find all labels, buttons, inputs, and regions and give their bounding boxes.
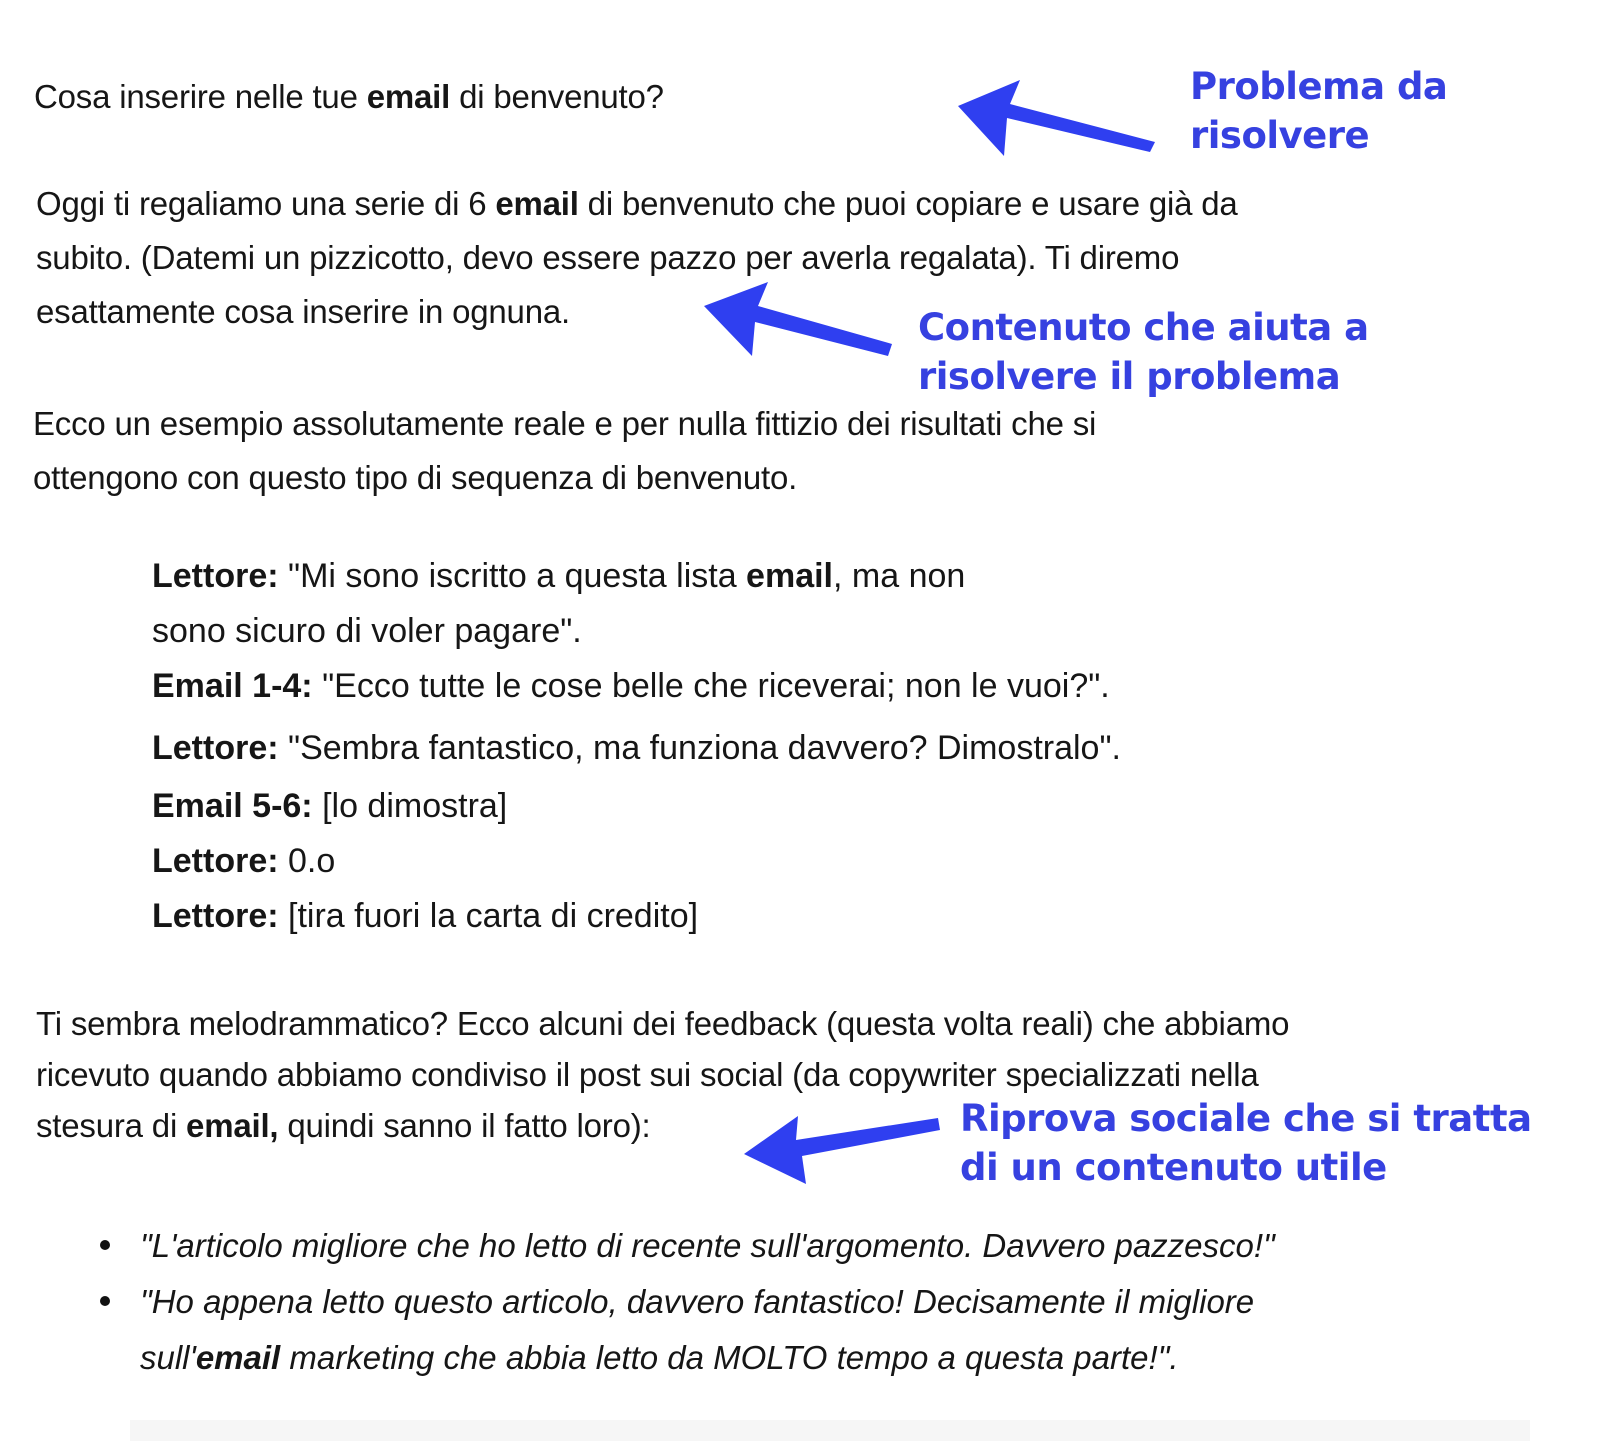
dialog-line bbox=[152, 720, 1121, 778]
intro-line1-bold: email bbox=[495, 185, 579, 222]
feedback-line-2: ricevuto quando abbiamo condiviso il post sui social (da copywriter specializzati nella bbox=[36, 1056, 1259, 1093]
annotation-content-line2: risolvere il problema bbox=[918, 355, 1341, 398]
heading-post: di benvenuto? bbox=[450, 78, 664, 115]
dialog-speaker: Email 1-4: bbox=[152, 667, 313, 705]
dialog-line bbox=[152, 603, 1121, 658]
dialog-text: "Mi sono iscritto a questa lista bbox=[278, 557, 747, 595]
arrow-social-icon bbox=[740, 1108, 950, 1198]
annotation-problem bbox=[1190, 62, 1447, 160]
example-line-2: ottengono con questo tipo di sequenza di benvenuto. bbox=[33, 459, 798, 496]
dialog-line bbox=[152, 548, 1121, 603]
dialog-line bbox=[152, 658, 1121, 720]
quote-2 bbox=[140, 1274, 1254, 1386]
quote-2-line-2 bbox=[140, 1330, 1254, 1386]
quote-2-line-1: "Ho appena letto questo articolo, davvero fantastico! Decisamente il migliore bbox=[140, 1283, 1255, 1320]
dialog-text-bold: email bbox=[746, 557, 833, 595]
heading-pre: Cosa inserire nelle tue bbox=[34, 78, 367, 115]
dialog-text: "Sembra fantastico, ma funziona davvero? Dimostralo". bbox=[278, 729, 1121, 767]
feedback-line3-post: quindi sanno il fatto loro): bbox=[278, 1107, 651, 1144]
example-paragraph bbox=[33, 397, 1096, 505]
example-line-1: Ecco un esempio assolutamente reale e per nulla fittizio dei risultati che si bbox=[33, 405, 1097, 442]
bullet-icon bbox=[100, 1240, 110, 1250]
annotation-social-line2: di un contenuto utile bbox=[960, 1146, 1387, 1189]
feedback-line3-bold: email, bbox=[186, 1107, 279, 1144]
dialog-line bbox=[152, 778, 1121, 833]
arrow-content-icon bbox=[700, 282, 920, 372]
dialog-text: sono sicuro di voler pagare". bbox=[152, 612, 582, 650]
quote-2-pre: sull' bbox=[140, 1339, 196, 1376]
dialog-block bbox=[152, 548, 1121, 943]
annotation-problem-line2: risolvere bbox=[1190, 114, 1370, 157]
bullet-icon bbox=[100, 1296, 110, 1306]
dialog-speaker: Email 5-6: bbox=[152, 787, 313, 825]
intro-line-2: subito. (Datemi un pizzicotto, devo essere pazzo per averla regalata). Ti diremo bbox=[36, 239, 1180, 276]
dialog-text: "Ecco tutte le cose belle che riceverai; non le vuoi?". bbox=[312, 667, 1110, 705]
heading-question bbox=[34, 70, 664, 124]
annotation-content-line1: Contenuto che aiuta a bbox=[918, 306, 1369, 349]
dialog-text: [lo dimostra] bbox=[312, 787, 508, 825]
dialog-line bbox=[152, 888, 1121, 943]
intro-line-3: esattamente cosa inserire in ognuna. bbox=[36, 293, 570, 330]
bottom-divider bbox=[130, 1420, 1530, 1441]
annotation-content bbox=[918, 303, 1369, 401]
annotation-social bbox=[960, 1094, 1532, 1192]
dialog-speaker: Lettore: bbox=[152, 842, 279, 880]
dialog-speaker: Lettore: bbox=[152, 729, 279, 767]
quote-2-bold: email bbox=[195, 1339, 281, 1376]
annotation-social-line1: Riprova sociale che si tratta bbox=[960, 1097, 1532, 1140]
quote-2-post: marketing che abbia letto da MOLTO tempo a questa parte!". bbox=[280, 1339, 1179, 1376]
feedback-line-1: Ti sembra melodrammatico? Ecco alcuni dei feedback (questa volta reali) che abbiamo bbox=[36, 1005, 1290, 1042]
dialog-line bbox=[152, 833, 1121, 888]
intro-line1-pre: Oggi ti regaliamo una serie di 6 bbox=[36, 185, 496, 222]
intro-line1-post: di benvenuto che puoi copiare e usare già da bbox=[578, 185, 1238, 222]
arrow-problem-icon bbox=[950, 78, 1170, 168]
dialog-text: 0.o bbox=[278, 842, 336, 880]
heading-bold-email: email bbox=[366, 78, 451, 115]
dialog-text: [tira fuori la carta di credito] bbox=[278, 897, 699, 935]
dialog-speaker: Lettore: bbox=[152, 897, 279, 935]
annotation-problem-line1: Problema da bbox=[1190, 65, 1448, 108]
quote-1: "L'articolo migliore che ho letto di recente sull'argomento. Davvero pazzesco!" bbox=[140, 1227, 1275, 1264]
intro-line-1 bbox=[36, 177, 1238, 231]
feedback-line3-pre: stesura di bbox=[36, 1107, 187, 1144]
dialog-speaker: Lettore: bbox=[152, 557, 279, 595]
dialog-text-post: , ma non bbox=[833, 557, 966, 595]
